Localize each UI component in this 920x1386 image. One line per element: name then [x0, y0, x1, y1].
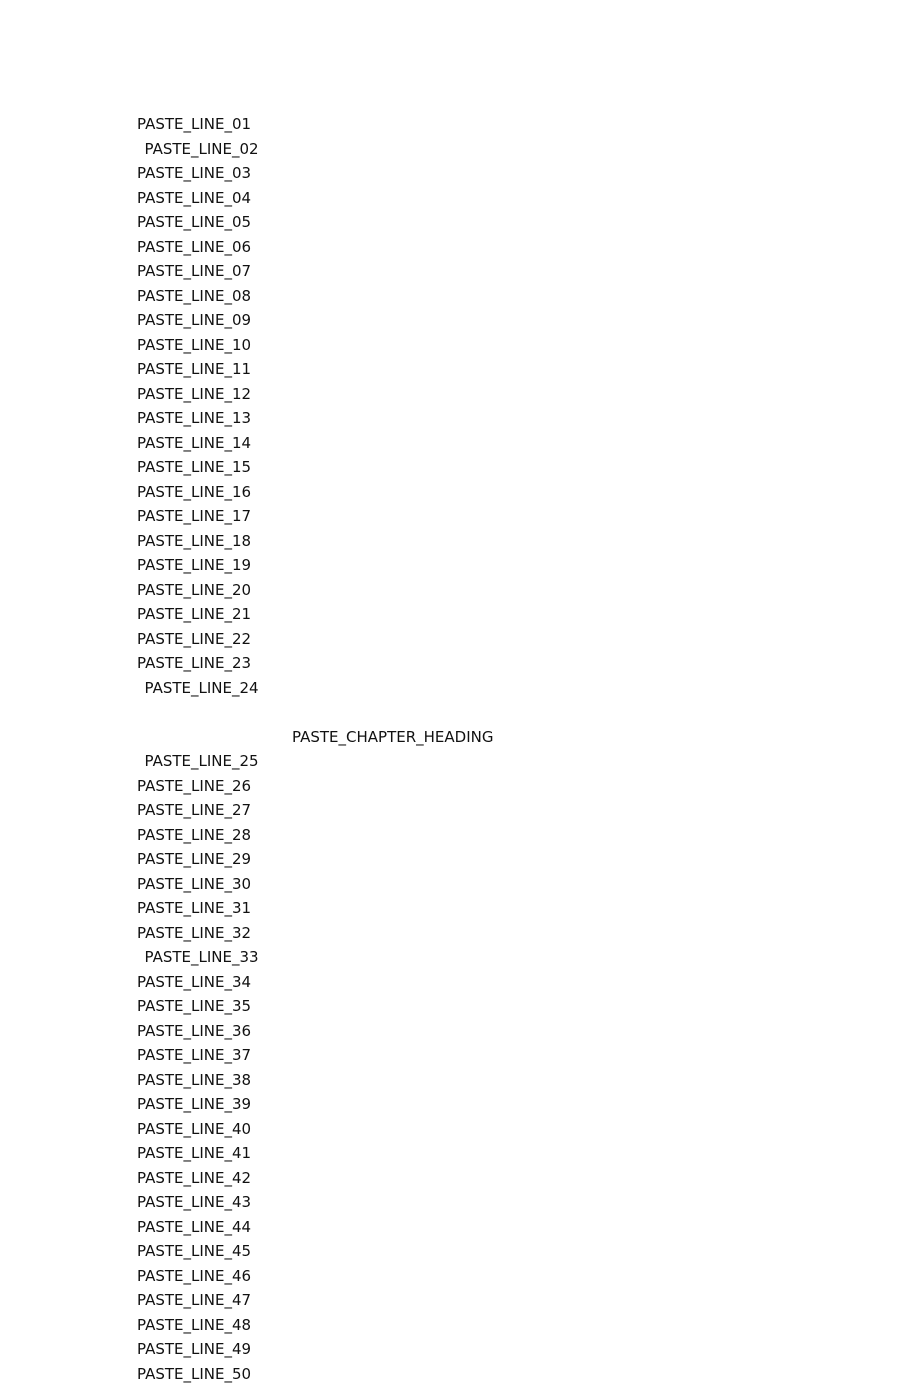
text-line: PASTE_LINE_47	[137, 1288, 797, 1313]
text-line: PASTE_LINE_34	[137, 970, 797, 995]
text-line: PASTE_LINE_22	[137, 627, 797, 652]
section-heading: PASTE_LINE_25	[137, 749, 797, 774]
text-line: PASTE_LINE_48	[137, 1313, 797, 1338]
chapter-heading: PASTE_CHAPTER_HEADING	[137, 725, 797, 750]
text-line: PASTE_LINE_44	[137, 1215, 797, 1240]
text-line: PASTE_LINE_28	[137, 823, 797, 848]
text-line: PASTE_LINE_12	[137, 382, 797, 407]
text-line: PASTE_LINE_16	[137, 480, 797, 505]
text-line: PASTE_LINE_36	[137, 1019, 797, 1044]
text-line: PASTE_LINE_03	[137, 161, 797, 186]
text-line: PASTE_LINE_19	[137, 553, 797, 578]
text-line: PASTE_LINE_10	[137, 333, 797, 358]
text-line: PASTE_LINE_23	[137, 651, 797, 676]
text-line: PASTE_LINE_45	[137, 1239, 797, 1264]
text-line: PASTE_LINE_43	[137, 1190, 797, 1215]
text-line: PASTE_LINE_14	[137, 431, 797, 456]
document-body	[137, 112, 797, 1386]
text-line: PASTE_LINE_05	[137, 210, 797, 235]
blank-line	[137, 700, 797, 725]
text-line: PASTE_LINE_11	[137, 357, 797, 382]
text-line: PASTE_LINE_29	[137, 847, 797, 872]
text-line: PASTE_LINE_06	[137, 235, 797, 260]
text-line: PASTE_LINE_40	[137, 1117, 797, 1142]
text-line: PASTE_LINE_41	[137, 1141, 797, 1166]
text-line: PASTE_LINE_35	[137, 994, 797, 1019]
text-line: PASTE_LINE_39	[137, 1092, 797, 1117]
text-line: PASTE_LINE_15	[137, 455, 797, 480]
text-line: PASTE_LINE_46	[137, 1264, 797, 1289]
text-line: PASTE_LINE_27	[137, 798, 797, 823]
text-line: PASTE_LINE_20	[137, 578, 797, 603]
text-line: PASTE_LINE_32	[137, 921, 797, 946]
text-line: PASTE_LINE_37	[137, 1043, 797, 1068]
text-line: PASTE_LINE_17	[137, 504, 797, 529]
text-line: PASTE_LINE_30	[137, 872, 797, 897]
text-line: PASTE_LINE_26	[137, 774, 797, 799]
text-line: PASTE_LINE_04	[137, 186, 797, 211]
text-line: PASTE_LINE_31	[137, 896, 797, 921]
section-heading: PASTE_LINE_24	[137, 676, 797, 701]
text-line: PASTE_LINE_50	[137, 1362, 797, 1386]
text-line: PASTE_LINE_13	[137, 406, 797, 431]
text-line: PASTE_LINE_49	[137, 1337, 797, 1362]
text-line: PASTE_LINE_38	[137, 1068, 797, 1093]
text-line: PASTE_LINE_18	[137, 529, 797, 554]
section-heading: PASTE_LINE_02	[137, 137, 797, 162]
text-line: PASTE_LINE_01	[137, 112, 797, 137]
section-heading: PASTE_LINE_33	[137, 945, 797, 970]
text-line: PASTE_LINE_08	[137, 284, 797, 309]
text-line: PASTE_LINE_21	[137, 602, 797, 627]
text-line: PASTE_LINE_42	[137, 1166, 797, 1191]
text-line: PASTE_LINE_09	[137, 308, 797, 333]
text-line: PASTE_LINE_07	[137, 259, 797, 284]
